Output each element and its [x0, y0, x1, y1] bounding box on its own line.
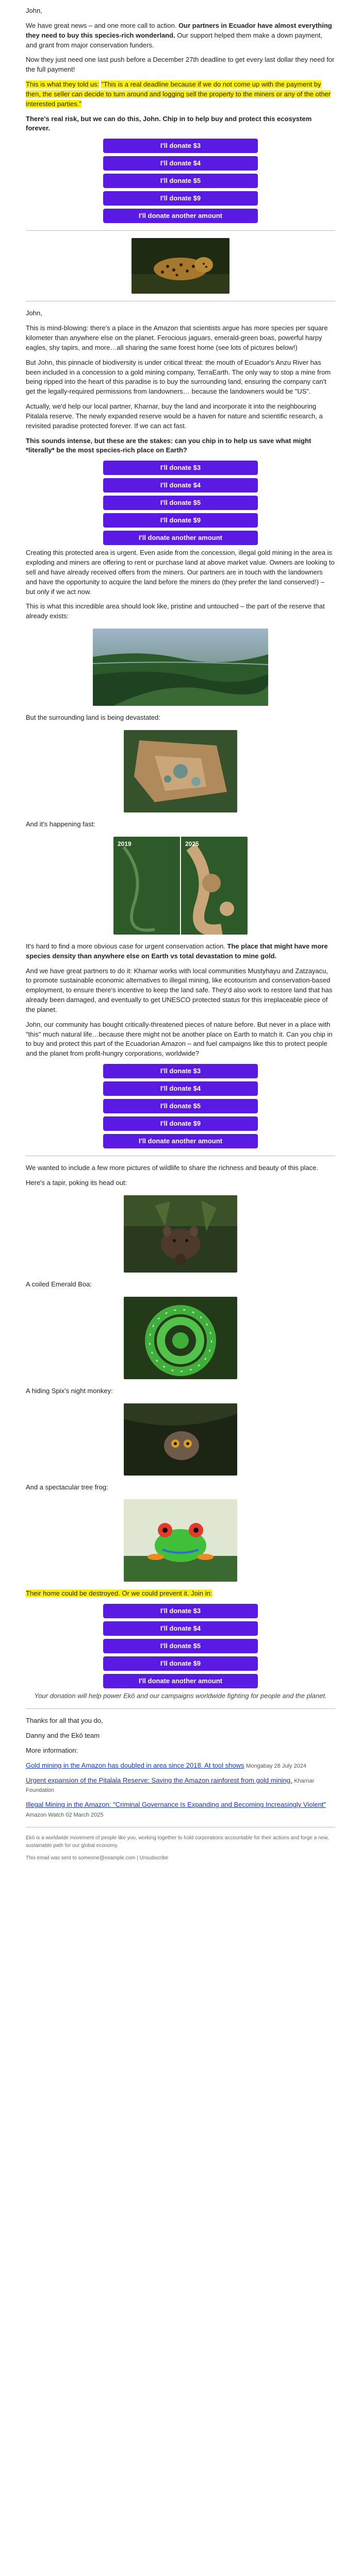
donate-group-4 [26, 1604, 335, 1688]
donate-group-1 [26, 139, 335, 223]
intro-p1: We have great news – and one more call to action. Our partners in Ecuador have almost everything they need to buy this species-rich wonderland. Our support helped them make a down payment, and grant from major conservation funders. [26, 21, 332, 49]
body-p5: Creating this protected area is urgent. Even aside from the concession, illegal gold mining in the area is exploding and miners are offering to rent or purchase land at above market value. Owners are looking to sell and have already received offers from the miners. Our partners are in touch with the landowners and have the opportunity to acquire the land before the miners do (they prefer the land conserved!) – but only if we act now. [26, 549, 335, 596]
source-1: Gold mining in the Amazon has doubled in area since 2018. At tool shows Mongabay 28 July 2024 [26, 1761, 306, 1769]
donate-3-button[interactable]: I'll donate $3 [103, 139, 258, 153]
donate-9-button[interactable]: I'll donate $9 [103, 1656, 258, 1671]
thanks-line-1: Thanks for all that you do, [26, 1717, 103, 1725]
donate-other-button[interactable]: I'll donate another amount [103, 1134, 258, 1148]
sat-label-after: 2025 [185, 840, 199, 848]
sat-label-before: 2019 [118, 840, 132, 848]
pristine-forest-image [93, 629, 268, 706]
footer-unsubscribe[interactable]: This email was sent to someone@example.com | Unsubscribe [26, 1855, 169, 1861]
donate-5-button[interactable]: I'll donate $5 [103, 174, 258, 188]
tapir-image [124, 1195, 237, 1273]
body-p14: A coiled Emerald Boa: [26, 1280, 92, 1288]
body-p2: But John, this pinnacle of biodiversity is under critical threat: the mouth of Ecuador's Anzu River has been included in a concession to a gold mining company, TerraEarth. The only way to stop a mine from being ripped into the heart of this paradise is to buy the surrounding land, ensuring the company can't get the legally-required permissions from landowners… because the landowners would be "US". [26, 358, 331, 396]
body-p12: We wanted to include a few more pictures of wildlife to share the richness and beauty of this place. [26, 1164, 319, 1172]
donate-9-button[interactable]: I'll donate $9 [103, 191, 258, 206]
body-p3: Actually, we'd help our local partner, Kharnar, buy the land and incorporate it into the neighbouring Pitalala reserve. The newly expanded reserve would be a haven for nature and scientific research, a revisited paradise protected forever. If we can act fast. [26, 402, 323, 430]
donate-9-button[interactable]: I'll donate $9 [103, 1116, 258, 1131]
donate-3-button[interactable]: I'll donate $3 [103, 1064, 258, 1078]
source-link-1[interactable]: Gold mining in the Amazon has doubled in area since 2018. At tool shows [26, 1761, 244, 1769]
donate-4-button[interactable]: I'll donate $4 [103, 156, 258, 171]
donate-3-button[interactable]: I'll donate $3 [103, 1604, 258, 1618]
source-2: Urgent expansion of the Pitalala Reserve: Saving the Amazon rainforest from gold mining. Kharnar Foundation [26, 1776, 315, 1794]
body-p10: And we have great partners to do it: Kharnar works with local communities Mustyhayu and Zatzayacu, to promote sustainable economic alternatives to illegal mining, like ecotourism and conservation-based employment, to ensure there's incentive to keep the land safe. They'd also work to restore land that has already been damaged, and eventually to get UNESCO protected status for this irreplaceable piece of the planet. [26, 967, 333, 1013]
body-p13: Here's a tapir, poking its head out: [26, 1178, 127, 1187]
thanks-line-2: Danny and the Ekō team [26, 1731, 100, 1739]
donate-other-button[interactable]: I'll donate another amount [103, 531, 258, 545]
footer-about: Ekō is a worldwide movement of people like you, working together to hold corporations accountable for their actions and forge a new, sustainable path for our global economy. [26, 1835, 329, 1849]
satellite-icon [113, 837, 248, 935]
intro-p3: This is what they told us: "This is a real deadline because if we do not come up with the payment by then, the seller can decide to turn around and logging sell the property to the miners or any of the other interested parties." [26, 80, 331, 108]
greeting-1: John, [26, 7, 42, 14]
body-p1: This is mind-blowing: there's a place in the Amazon that scientists argue has more species per square kilometer than anywhere else on the planet. Ferocious jaguars, emerald-green boas, powerful harpy eagles, shy tapirs, and more…all sharing the same forest home (see lots of pictures below!) [26, 324, 328, 351]
divider [26, 230, 335, 231]
intro-p2: Now they just need one last push before a December 27th deadline to get every last dollar they need for the full payment! [26, 56, 335, 74]
email-body [26, 0, 335, 1883]
donation-caption: Your donation will help power Ekō and our campaigns worldwide fighting for people and the planet. [34, 1692, 327, 1700]
forest-aerial-icon [93, 629, 268, 706]
donate-5-button[interactable]: I'll donate $5 [103, 496, 258, 510]
mining-damage-icon [124, 730, 237, 812]
source-3: Illegal Mining in the Amazon: "Criminal Governance Is Expanding and Becoming Increasingly Violent" Amazon Watch 02 March 2025 [26, 1801, 326, 1819]
boa-icon [124, 1297, 237, 1379]
donate-4-button[interactable]: I'll donate $4 [103, 1081, 258, 1096]
donate-9-button[interactable]: I'll donate $9 [103, 513, 258, 528]
tree-frog-image [124, 1499, 237, 1582]
donate-4-button[interactable]: I'll donate $4 [103, 478, 258, 493]
source-link-2[interactable]: Urgent expansion of the Pitalala Reserve: Saving the Amazon rainforest from gold mining. [26, 1776, 292, 1784]
monkey-icon [124, 1403, 237, 1476]
frog-icon [124, 1499, 237, 1582]
divider [26, 1708, 335, 1709]
night-monkey-image [124, 1403, 237, 1476]
intro-p4: There's real risk, but we can do this, John. Chip in to help buy and protect this ecosystem forever. [26, 114, 312, 132]
donate-other-button[interactable]: I'll donate another amount [103, 209, 258, 223]
donate-5-button[interactable]: I'll donate $5 [103, 1099, 258, 1113]
jaguar-image [132, 238, 229, 294]
body-p7: But the surrounding land is being devastated: [26, 714, 160, 722]
donate-other-button[interactable]: I'll donate another amount [103, 1674, 258, 1688]
satellite-comparison-image [113, 837, 248, 935]
greeting-2: John, [26, 309, 42, 317]
body-p11: John, our community has bought critically-threatened pieces of nature before. But never in a place with "this" much natural life…because there might not be another place on Earth to match it. Can you chip in to buy and protect this part of the Ecuadorian Amazon – and fuel campaigns like this to protect people and the planet from profit-hungry corporations, worldwide? [26, 1020, 333, 1058]
source-link-3[interactable]: Illegal Mining in the Amazon: "Criminal Governance Is Expanding and Becoming Increasingly Violent" [26, 1801, 326, 1809]
body-p8: And it's happening fast: [26, 820, 95, 828]
devastated-land-image [124, 730, 237, 812]
body-p4: This sounds intense, but these are the stakes: can you chip in to help us save what might *literally* be the most species-rich place on Earth? [26, 436, 311, 454]
donate-group-2 [26, 461, 335, 545]
emerald-boa-image [124, 1297, 237, 1379]
more-info-heading: More information: [26, 1746, 78, 1754]
body-p16: And a spectacular tree frog: [26, 1483, 108, 1491]
donate-5-button[interactable]: I'll donate $5 [103, 1639, 258, 1653]
jaguar-photo-icon [132, 238, 229, 294]
body-p6: This is what this incredible area should look like, pristine and untouched – the part of the reserve that already exists: [26, 602, 325, 620]
donate-3-button[interactable]: I'll donate $3 [103, 461, 258, 475]
donate-group-3 [26, 1064, 335, 1148]
body-p15: A hiding Spix's night monkey: [26, 1386, 113, 1395]
tapir-icon [124, 1195, 237, 1273]
donate-4-button[interactable]: I'll donate $4 [103, 1621, 258, 1636]
body-p17: Their home could be destroyed. Or we could prevent it. Join in: [26, 1589, 212, 1598]
body-p9: It's hard to find a more obvious case for urgent conservation action. The place that might have more species density than anywhere else on Earth vs total devastation to mine gold. [26, 942, 328, 960]
